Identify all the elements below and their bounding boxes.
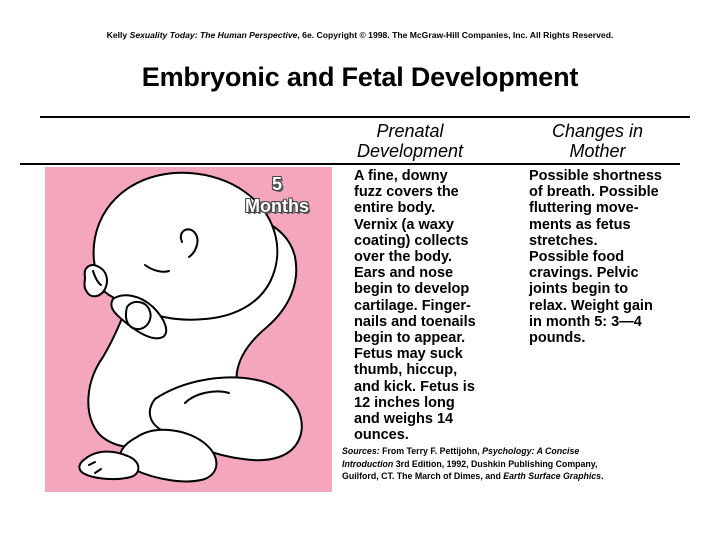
prenatal-development-text: [354, 168, 476, 443]
prenatal-line: and weighs 14: [354, 411, 454, 428]
prenatal-line: A fine, downy: [354, 168, 448, 184]
prenatal-line: begin to appear.: [354, 330, 466, 347]
mother-line: relax. Weight gain: [529, 297, 653, 314]
title-divider: [40, 116, 690, 118]
sources-text1: From Terry F. Pettijohn,: [379, 446, 483, 456]
prenatal-line: 12 inches long: [354, 394, 455, 411]
mother-line: in month 5: 3—4: [529, 313, 642, 330]
prenatal-line: Fetus may suck: [354, 346, 463, 363]
column-header-mother-line2: Mother: [569, 141, 626, 161]
prenatal-line: Ears and nose: [354, 265, 454, 282]
copyright-line: [0, 30, 720, 40]
prenatal-line: ounces.: [354, 427, 409, 444]
sources-end: .: [601, 471, 604, 481]
sources-label: Sources:: [342, 446, 380, 456]
copyright-book: Sexuality Today: The Human Perspective: [129, 30, 298, 40]
prenatal-line: cartilage. Finger-: [354, 297, 471, 314]
mother-line: joints begin to: [529, 281, 629, 298]
prenatal-line: coating) collects: [354, 232, 469, 249]
sources-credit: Earth Surface Graphics: [503, 471, 602, 481]
column-header-prenatal-line2: Development: [356, 141, 464, 161]
prenatal-line: over the body.: [354, 249, 453, 266]
column-header-prenatal: [335, 121, 485, 161]
mother-line: Possible food: [529, 249, 625, 266]
changes-in-mother-text: [529, 168, 662, 346]
stage-label-line2: Months: [245, 196, 309, 216]
mother-line: ments as fetus: [529, 216, 631, 233]
prenatal-line: fuzz covers the: [354, 184, 459, 201]
copyright-author: Kelly: [106, 30, 128, 40]
mother-line: stretches.: [529, 232, 598, 249]
prenatal-line: entire body.: [354, 200, 436, 217]
mother-line: cravings. Pelvic: [529, 265, 639, 282]
mother-line: Possible shortness: [529, 168, 662, 184]
column-header-mother: [515, 121, 680, 161]
prenatal-line: thumb, hiccup,: [354, 362, 458, 379]
page-title: Embryonic and Fetal Development: [141, 62, 579, 92]
stage-label-line1: 5: [271, 174, 282, 194]
fetus-fist: [126, 302, 151, 329]
mother-line: pounds.: [529, 330, 586, 347]
prenatal-line: begin to develop: [354, 281, 470, 298]
copyright-rest: , 6e. Copyright © 1998. The McGraw-Hill Companies, Inc. All Rights Reserved.: [297, 30, 614, 40]
column-header-mother-line1: Changes in: [551, 121, 644, 141]
mother-line: fluttering move-: [529, 200, 639, 217]
sources-text2: 3rd Edition, 1992, Dushkin Publishing Company, Guilford, CT. The March of Dimes, and: [342, 458, 598, 481]
fetus-hand: [85, 265, 108, 296]
prenatal-line: nails and toenails: [354, 313, 476, 330]
mother-line: of breath. Possible: [529, 184, 659, 201]
prenatal-line: and kick. Fetus is: [354, 378, 475, 395]
stage-label: [232, 173, 322, 217]
prenatal-line: Vernix (a waxy: [354, 216, 454, 233]
header-divider: [20, 163, 680, 165]
sources-note: [342, 445, 612, 483]
column-header-prenatal-line1: Prenatal: [376, 121, 444, 141]
sources-book: Psychology: A Concise Introduction: [342, 446, 580, 469]
